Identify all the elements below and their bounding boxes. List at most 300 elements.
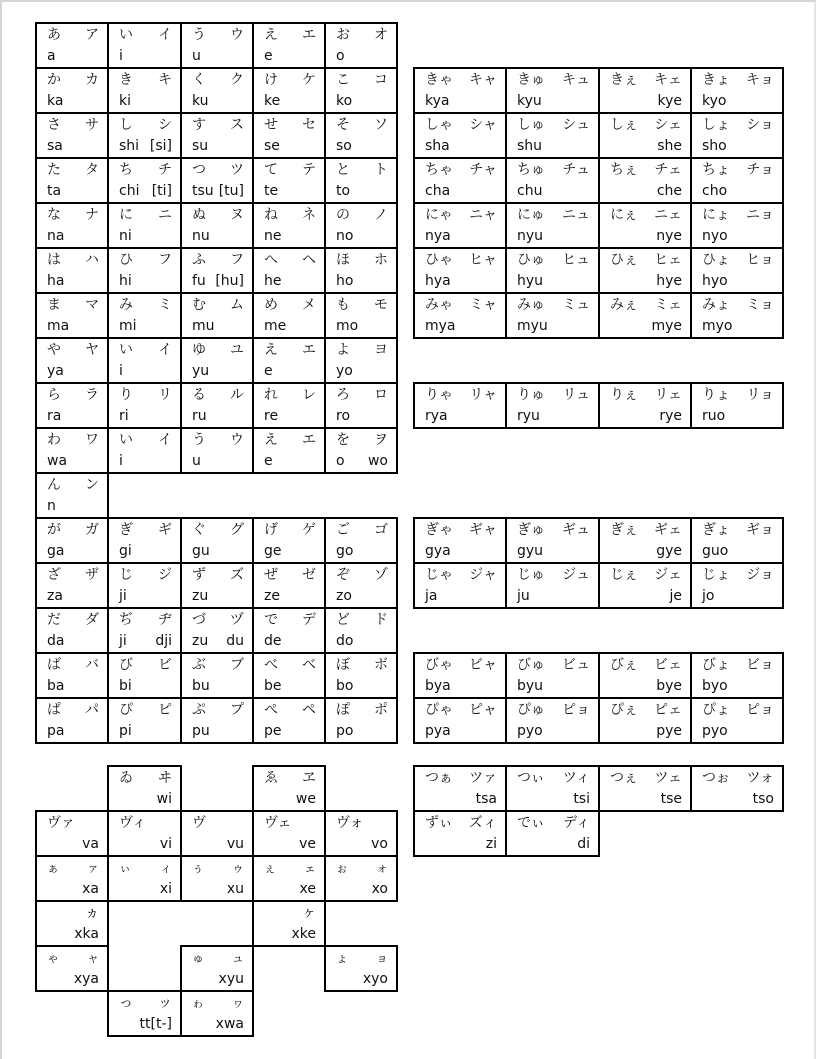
extended-cell [107,855,182,902]
hiragana: ひ [119,252,133,268]
katakana: ヒャ [469,252,497,268]
hiragana: ぎょ [702,522,730,538]
katakana: ネ [302,207,316,223]
yoon-cell [413,157,507,204]
romaji: i [119,453,123,469]
hiragana: ちゅ [517,162,545,178]
yoon-cell [690,517,784,564]
hiragana: にゅ [517,207,545,223]
yoon-cell [598,157,692,204]
hiragana: ぇ [264,861,277,875]
katakana: フ [230,252,244,268]
hiragana: と [336,162,350,178]
katakana: リェ [654,387,682,403]
katakana: パ [85,702,99,718]
hiragana: い [119,342,133,358]
katakana: ァ [86,861,99,875]
hiragana: べ [264,657,278,673]
kana-cell [252,112,326,159]
hiragana: りゅ [517,387,545,403]
hiragana: ぎぇ [610,522,638,538]
katakana: シェ [654,117,682,133]
extended-cell [324,855,398,902]
katakana: ピョ [746,702,774,718]
romaji: wa [47,453,68,469]
kana-cell [107,652,182,699]
yoon-cell [505,562,600,609]
katakana: ウ [230,432,244,448]
hiragana: る [192,387,206,403]
romaji: be [264,678,282,694]
kana-cell [324,337,398,384]
romaji: gye [656,543,682,559]
romaji: i [119,48,123,64]
kana-cell [324,22,398,69]
hiragana: ぴぇ [610,702,638,718]
katakana: ビェ [654,657,682,673]
romaji: i [119,363,123,379]
hiragana: きょ [702,72,730,88]
romaji: mi [119,318,137,334]
romaji: da [47,633,65,649]
hiragana: ぶ [192,657,206,673]
romaji: wi [156,791,172,807]
romaji: kyo [702,93,727,109]
romaji: fu [192,273,206,289]
yoon-cell [505,292,600,339]
romaji: ke [264,93,281,109]
romaji: pya [425,723,451,739]
romaji: rye [659,408,682,424]
romaji: xwa [215,1016,244,1032]
romaji: ni [119,228,132,244]
hiragana: じょ [702,567,730,583]
extended-cell [35,900,109,947]
romaji: xu [226,881,244,897]
hiragana: ぴゃ [425,702,453,718]
katakana: ニョ [746,207,774,223]
katakana: ビュ [562,657,590,673]
kana-cell [180,517,254,564]
yoon-cell [598,292,692,339]
hiragana: ちぇ [610,162,638,178]
katakana: ジェ [654,567,682,583]
romaji: bi [119,678,132,694]
romaji: nye [656,228,682,244]
romaji: so [336,138,352,154]
hiragana: つぇ [610,770,638,786]
hiragana: ぉ [336,861,349,875]
katakana: ディ [563,815,590,831]
yoon-cell [505,67,600,114]
extended-cell [180,990,254,1037]
yoon-cell [690,202,784,249]
katakana: ジ [158,567,172,583]
katakana: ヌ [230,207,244,223]
romaji: myu [517,318,548,334]
extended-cell [180,945,254,992]
hiragana: ま [47,297,61,313]
hiragana: ヴォ [336,815,364,831]
kana-cell [180,67,254,114]
katakana: ヮ [231,996,244,1010]
katakana: ミ [158,297,172,313]
hiragana: ひょ [702,252,730,268]
katakana: ビ [158,657,172,673]
romaji: e [264,48,273,64]
romaji: pyo [702,723,728,739]
hiragana: え [264,432,278,448]
romaji: we [295,791,316,807]
yoon-cell [505,697,600,744]
yoon-cell [505,157,600,204]
katakana: ル [230,387,244,403]
kana-cell [107,337,182,384]
romaji: gi [119,543,132,559]
kana-cell [107,382,182,429]
romaji: te [264,183,279,199]
hiragana: き [119,72,133,88]
kana-cell [252,382,326,429]
kana-cell [180,247,254,294]
katakana: プ [230,702,244,718]
kana-cell [252,337,326,384]
yoon-cell [413,562,507,609]
hiragana: ざ [47,567,61,583]
romaji: pu [192,723,210,739]
romaji: xe [299,881,316,897]
romaji: nyu [517,228,544,244]
hiragana: ゑ [264,770,278,786]
romaji: cha [425,183,451,199]
kana-cell [35,247,109,294]
romaji: ji [119,633,127,649]
katakana: ャ [86,951,99,965]
katakana: シ [158,117,172,133]
hiragana: ひぇ [610,252,638,268]
katakana: キャ [469,72,497,88]
katakana: カ [85,72,99,88]
katakana: キ [158,72,172,88]
extended-cell [107,990,182,1037]
romaji: ma [47,318,70,334]
romaji: mo [336,318,359,334]
kana-cell [107,562,182,609]
katakana: ショ [746,117,774,133]
hiragana: な [47,207,61,223]
romaji: zo [336,588,352,604]
katakana: ニュ [562,207,590,223]
hiragana: み [119,297,133,313]
romaji: ki [119,93,131,109]
katakana: ミョ [746,297,774,313]
romaji: she [657,138,682,154]
hiragana: しぇ [610,117,638,133]
hiragana: つぃ [517,770,545,786]
katakana: レ [302,387,316,403]
romaji-alt: [hu] [215,273,244,289]
hiragana: か [47,72,61,88]
hiragana: え [264,342,278,358]
romaji: xke [291,926,316,942]
hiragana: ば [47,657,61,673]
hiragana: みゅ [517,297,545,313]
extended-cell [324,945,398,992]
romaji: to [336,183,351,199]
katakana: ベ [302,657,316,673]
kana-cell [324,607,398,654]
katakana: タ [85,162,99,178]
hiragana: みゃ [425,297,453,313]
extended-cell [107,810,182,857]
romaji: mu [192,318,215,334]
romaji: xka [74,926,99,942]
hiragana: へ [264,252,278,268]
katakana: ュ [231,951,244,965]
kana-cell [324,292,398,339]
katakana: ウ [230,27,244,43]
yoon-cell [690,382,784,429]
hiragana: りぇ [610,387,638,403]
romaji: ryu [517,408,540,424]
katakana: ゼ [302,567,316,583]
yoon-cell [505,382,600,429]
hiragana: ヴィ [119,815,147,831]
hiragana: じ [119,567,133,583]
katakana: ピェ [654,702,682,718]
kana-cell [252,247,326,294]
hiragana: ひゅ [517,252,545,268]
romaji: vi [159,836,172,852]
hiragana: ずぃ [425,815,453,831]
katakana: ロ [374,387,388,403]
katakana: ミャ [469,297,497,313]
romaji: xyo [362,971,388,987]
kana-cell [252,22,326,69]
hiragana: ぁ [47,861,60,875]
romaji: xya [73,971,99,987]
katakana: ト [374,162,388,178]
katakana: ギャ [469,522,497,538]
katakana: ノ [374,207,388,223]
romaji-alt: [tu] [218,183,244,199]
hiragana: ら [47,387,61,403]
katakana: ム [230,297,244,313]
hiragana: じゃ [425,567,453,583]
romaji: ji [119,588,127,604]
kana-cell [107,112,182,159]
romaji: pyo [517,723,543,739]
kana-cell [107,292,182,339]
yoon-cell [505,652,600,699]
romaji: tt[t-] [139,1016,172,1032]
kana-cell [180,382,254,429]
yoon-cell [690,112,784,159]
romaji: nyo [702,228,728,244]
kana-cell [35,427,109,474]
romaji: me [264,318,287,334]
hiragana: ほ [336,252,350,268]
romaji: shu [517,138,543,154]
hiragana: さ [47,117,61,133]
romaji: na [47,228,65,244]
yoon-cell [413,765,507,812]
romaji: yu [192,363,210,379]
romaji: je [669,588,682,604]
hiragana: きゅ [517,72,545,88]
hiragana: ち [119,162,133,178]
kana-cell [180,652,254,699]
romaji: o [336,453,345,469]
romaji: gyu [517,543,544,559]
kana-cell [180,202,254,249]
hiragana: く [192,72,206,88]
romaji: ze [264,588,280,604]
kana-cell [35,652,109,699]
katakana: グ [230,522,244,538]
hiragana: しょ [702,117,730,133]
kana-cell [35,202,109,249]
hiragana: せ [264,117,278,133]
romaji: nya [425,228,451,244]
katakana: ヵ [85,905,99,921]
hiragana: し [119,117,133,133]
yoon-cell [413,112,507,159]
yoon-cell [690,247,784,294]
kana-cell [35,472,109,519]
katakana: ヂ [158,612,172,628]
hiragana: に [119,207,133,223]
katakana: チ [158,162,172,178]
romaji: tsa [475,791,497,807]
kana-cell [180,562,254,609]
kana-cell [324,697,398,744]
hiragana: ど [336,612,350,628]
hiragana: わ [47,432,61,448]
katakana: ォ [375,861,388,875]
katakana: ス [230,117,244,133]
katakana: チュ [562,162,590,178]
katakana: チェ [654,162,682,178]
hiragana: め [264,297,278,313]
hiragana: りょ [702,387,730,403]
romaji: sha [425,138,450,154]
romaji: no [336,228,354,244]
yoon-cell [598,652,692,699]
katakana: ニ [158,207,172,223]
romaji: u [192,453,201,469]
katakana: ヲ [374,432,388,448]
hiragana: つぉ [702,770,730,786]
kana-cell [35,22,109,69]
yoon-cell [413,202,507,249]
hiragana: びゅ [517,657,545,673]
kana-cell [107,67,182,114]
romaji: ne [264,228,282,244]
katakana: ヒョ [746,252,774,268]
extended-cell [35,855,109,902]
kana-cell [324,112,398,159]
hiragana: も [336,297,350,313]
katakana: ヤ [85,342,99,358]
romaji: rya [425,408,448,424]
hiragana: にゃ [425,207,453,223]
romaji: kya [425,93,450,109]
romaji: ku [192,93,209,109]
hiragana: を [336,432,350,448]
hiragana: だ [47,612,61,628]
romaji: gu [192,543,210,559]
yoon-cell [505,202,600,249]
hiragana: げ [264,522,278,538]
extended-cell [35,810,109,857]
katakana: リ [158,387,172,403]
kana-cell [107,427,182,474]
romaji: pi [119,723,132,739]
hiragana: ぷ [192,702,206,718]
katakana: ジュ [562,567,590,583]
romaji: po [336,723,354,739]
katakana: ホ [374,252,388,268]
katakana: ズ [230,567,244,583]
yoon-cell [690,697,784,744]
romaji: hi [119,273,132,289]
kana-cell [180,112,254,159]
romaji: xyu [218,971,244,987]
extended-cell [252,855,326,902]
kana-cell [35,517,109,564]
kana-cell [35,562,109,609]
hiragana: す [192,117,206,133]
kana-cell [107,22,182,69]
romaji: he [264,273,282,289]
romaji: go [336,543,354,559]
romaji: chu [517,183,543,199]
romaji: ru [192,408,207,424]
katakana: マ [85,297,99,313]
hiragana: じぇ [610,567,638,583]
katakana: シュ [562,117,590,133]
kana-cell [180,292,254,339]
romaji: re [264,408,279,424]
yoon-cell [505,517,600,564]
romaji: mye [651,318,682,334]
romaji-alt: [si] [149,138,172,154]
romaji: mya [425,318,456,334]
katakana: キェ [654,72,682,88]
hiragana: つ [192,162,206,178]
hiragana: り [119,387,133,403]
romaji: bya [425,678,451,694]
yoon-cell [413,67,507,114]
hiragana: ぃ [119,861,132,875]
katakana: ヨ [374,342,388,358]
katakana: テ [302,162,316,178]
katakana: ヒュ [562,252,590,268]
hiragana: う [192,27,206,43]
hiragana: ご [336,522,350,538]
katakana: ヘ [302,252,316,268]
romaji: di [577,836,590,852]
kana-cell [35,67,109,114]
hiragana: にょ [702,207,730,223]
romaji: tse [660,791,682,807]
kana-cell [180,697,254,744]
hiragana: ぎゅ [517,522,545,538]
hiragana: け [264,72,278,88]
katakana: モ [374,297,388,313]
hiragana: あ [47,27,61,43]
